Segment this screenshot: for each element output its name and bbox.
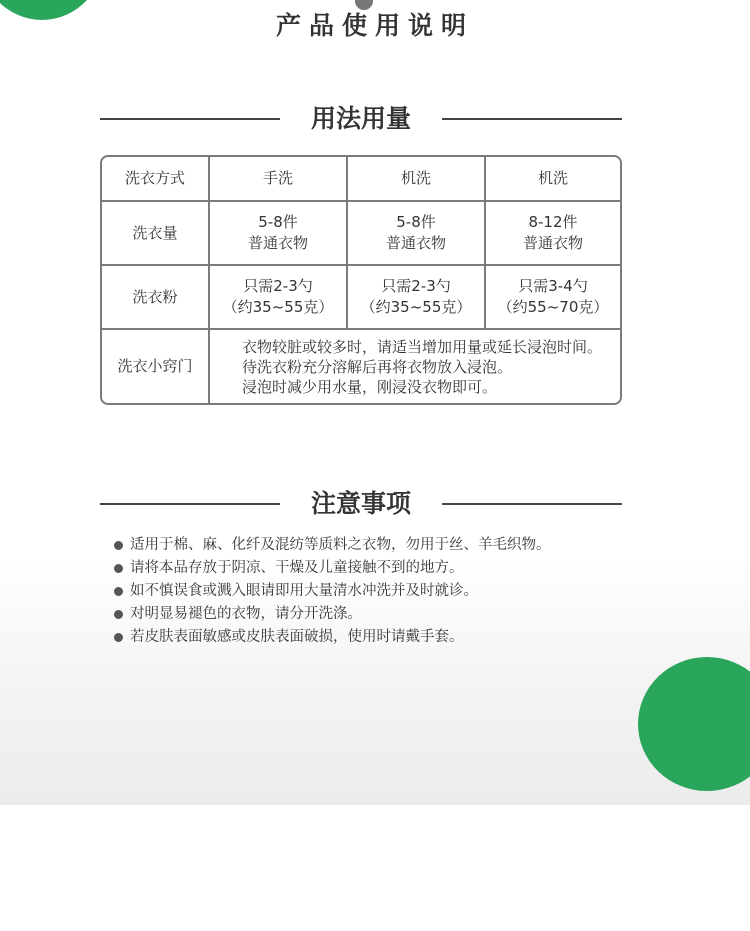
notes-list xyxy=(114,534,634,649)
divider-right xyxy=(442,118,622,120)
table-cell xyxy=(210,266,346,328)
list-item xyxy=(114,534,634,557)
cell-line: 只需2-3勺 xyxy=(381,277,451,295)
note-text: 若皮肤表面敏感或皮肤表面破损，使用时请戴手套。 xyxy=(130,629,464,645)
bullet-icon xyxy=(114,541,123,550)
cell-line: 只需3-4勺 xyxy=(518,277,588,295)
page-title: 产品使用说明 xyxy=(275,11,474,40)
cell-line: 普通衣物 xyxy=(385,234,446,252)
table-cell xyxy=(486,202,620,264)
row-label-powder: 洗衣粉 xyxy=(132,287,178,306)
tip-line: 衣物较脏或较多时，请适当增加用量或延长浸泡时间。 xyxy=(242,337,603,356)
header-cell-method: 洗衣方式 xyxy=(124,169,185,187)
table-cell xyxy=(486,266,620,328)
table-row xyxy=(102,266,620,328)
tip-line: 待洗衣粉充分溶解后再将衣物放入浸泡。 xyxy=(242,357,513,376)
list-item xyxy=(114,603,634,626)
usage-table xyxy=(100,155,622,405)
divider-right xyxy=(442,503,622,505)
note-text: 请将本品存放于阴凉、干燥及儿童接触不到的地方。 xyxy=(130,560,464,576)
table-column-divider xyxy=(484,157,486,330)
row-label-tips: 洗衣小窍门 xyxy=(117,357,193,375)
cell-line: 8-12件 xyxy=(528,213,578,231)
list-item xyxy=(114,557,634,580)
notes-section-title: 注意事项 xyxy=(310,489,411,518)
usage-section-header xyxy=(100,99,622,139)
bullet-icon xyxy=(114,610,123,619)
background-bottom xyxy=(0,805,750,931)
note-text: 适用于棉、麻、化纤及混纺等质料之衣物，勿用于丝、羊毛织物。 xyxy=(130,537,551,553)
note-text: 如不慎误食或溅入眼请即用大量清水冲洗并及时就诊。 xyxy=(130,583,478,599)
tip-line: 浸泡时减少用水量，刚浸没衣物即可。 xyxy=(242,377,498,396)
table-row xyxy=(102,202,620,264)
cell-line: （约35~55克） xyxy=(222,298,334,316)
header-cell-machine-wash: 机洗 xyxy=(537,169,568,187)
cell-line: 5-8件 xyxy=(396,213,436,231)
list-item xyxy=(114,626,634,649)
list-item xyxy=(114,580,634,603)
table-cell xyxy=(348,266,484,328)
table-column-divider xyxy=(346,157,348,330)
cell-line: （约55~70克） xyxy=(497,298,609,316)
table-column-divider xyxy=(208,157,210,403)
cell-line: （约35~55克） xyxy=(360,298,472,316)
bullet-icon xyxy=(114,564,123,573)
table-row-tips xyxy=(102,330,620,403)
cell-line: 普通衣物 xyxy=(247,234,308,252)
usage-section-title: 用法用量 xyxy=(310,104,411,133)
table-header-row xyxy=(102,157,620,200)
tips-text xyxy=(242,330,602,403)
row-label-load: 洗衣量 xyxy=(132,223,178,242)
notes-section-header xyxy=(100,484,622,524)
table-cell xyxy=(210,202,346,264)
cell-line: 5-8件 xyxy=(258,213,298,231)
bullet-icon xyxy=(114,587,123,596)
cell-line: 普通衣物 xyxy=(522,234,583,252)
note-text: 对明显易褪色的衣物，请分开洗涤。 xyxy=(130,606,362,622)
bullet-icon xyxy=(114,633,123,642)
table-cell xyxy=(348,202,484,264)
header-cell-hand-wash: 手洗 xyxy=(262,169,293,187)
cell-line: 只需2-3勺 xyxy=(243,277,313,295)
header-cell-machine-wash: 机洗 xyxy=(400,169,431,187)
